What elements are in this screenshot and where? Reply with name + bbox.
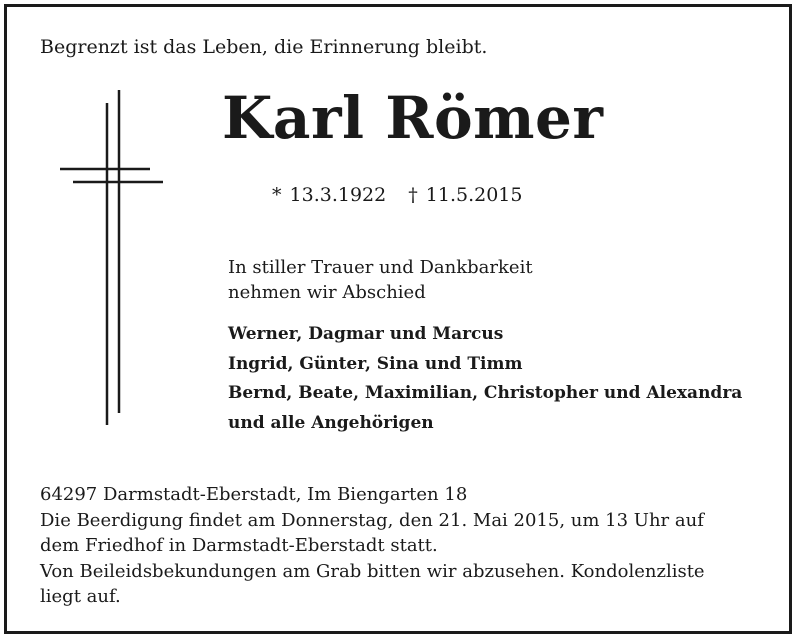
funeral-details xyxy=(40,482,705,610)
birth-date: * 13.3.1922 xyxy=(272,184,387,206)
farewell-line: In stiller Trauer und Dankbarkeit xyxy=(228,257,533,278)
mourner-line: Werner, Dagmar und Marcus xyxy=(228,324,504,344)
mourner-line: Ingrid, Günter, Sina und Timm xyxy=(228,353,523,374)
mourner-line: und alle Angehörigen xyxy=(228,412,434,433)
death-date: † 11.5.2015 xyxy=(408,184,523,206)
mourner-line: Bernd, Beate, Maximilian, Christopher und Alexandra xyxy=(228,383,743,403)
farewell-text xyxy=(228,255,533,305)
address-line: 64297 Darmstadt-Eberstadt, Im Biengarten 18 xyxy=(40,484,468,505)
farewell-line: nehmen wir Abschied xyxy=(228,282,426,303)
condolence-line: Von Beileidsbekundungen am Grab bitten wir abzusehen. Kondolenzliste xyxy=(40,560,705,582)
mourners-list xyxy=(228,320,742,438)
life-dates xyxy=(272,184,523,206)
funeral-info-line: Die Beerdigung findet am Donnerstag, den 21. Mai 2015, um 13 Uhr auf xyxy=(40,509,704,531)
motto-text: Begrenzt ist das Leben, die Erinnerung bleibt. xyxy=(40,36,488,58)
funeral-info-line: dem Friedhof in Darmstadt-Eberstadt statt. xyxy=(40,535,438,556)
deceased-name: Karl Römer xyxy=(222,84,604,152)
condolence-line: liegt auf. xyxy=(40,586,121,607)
